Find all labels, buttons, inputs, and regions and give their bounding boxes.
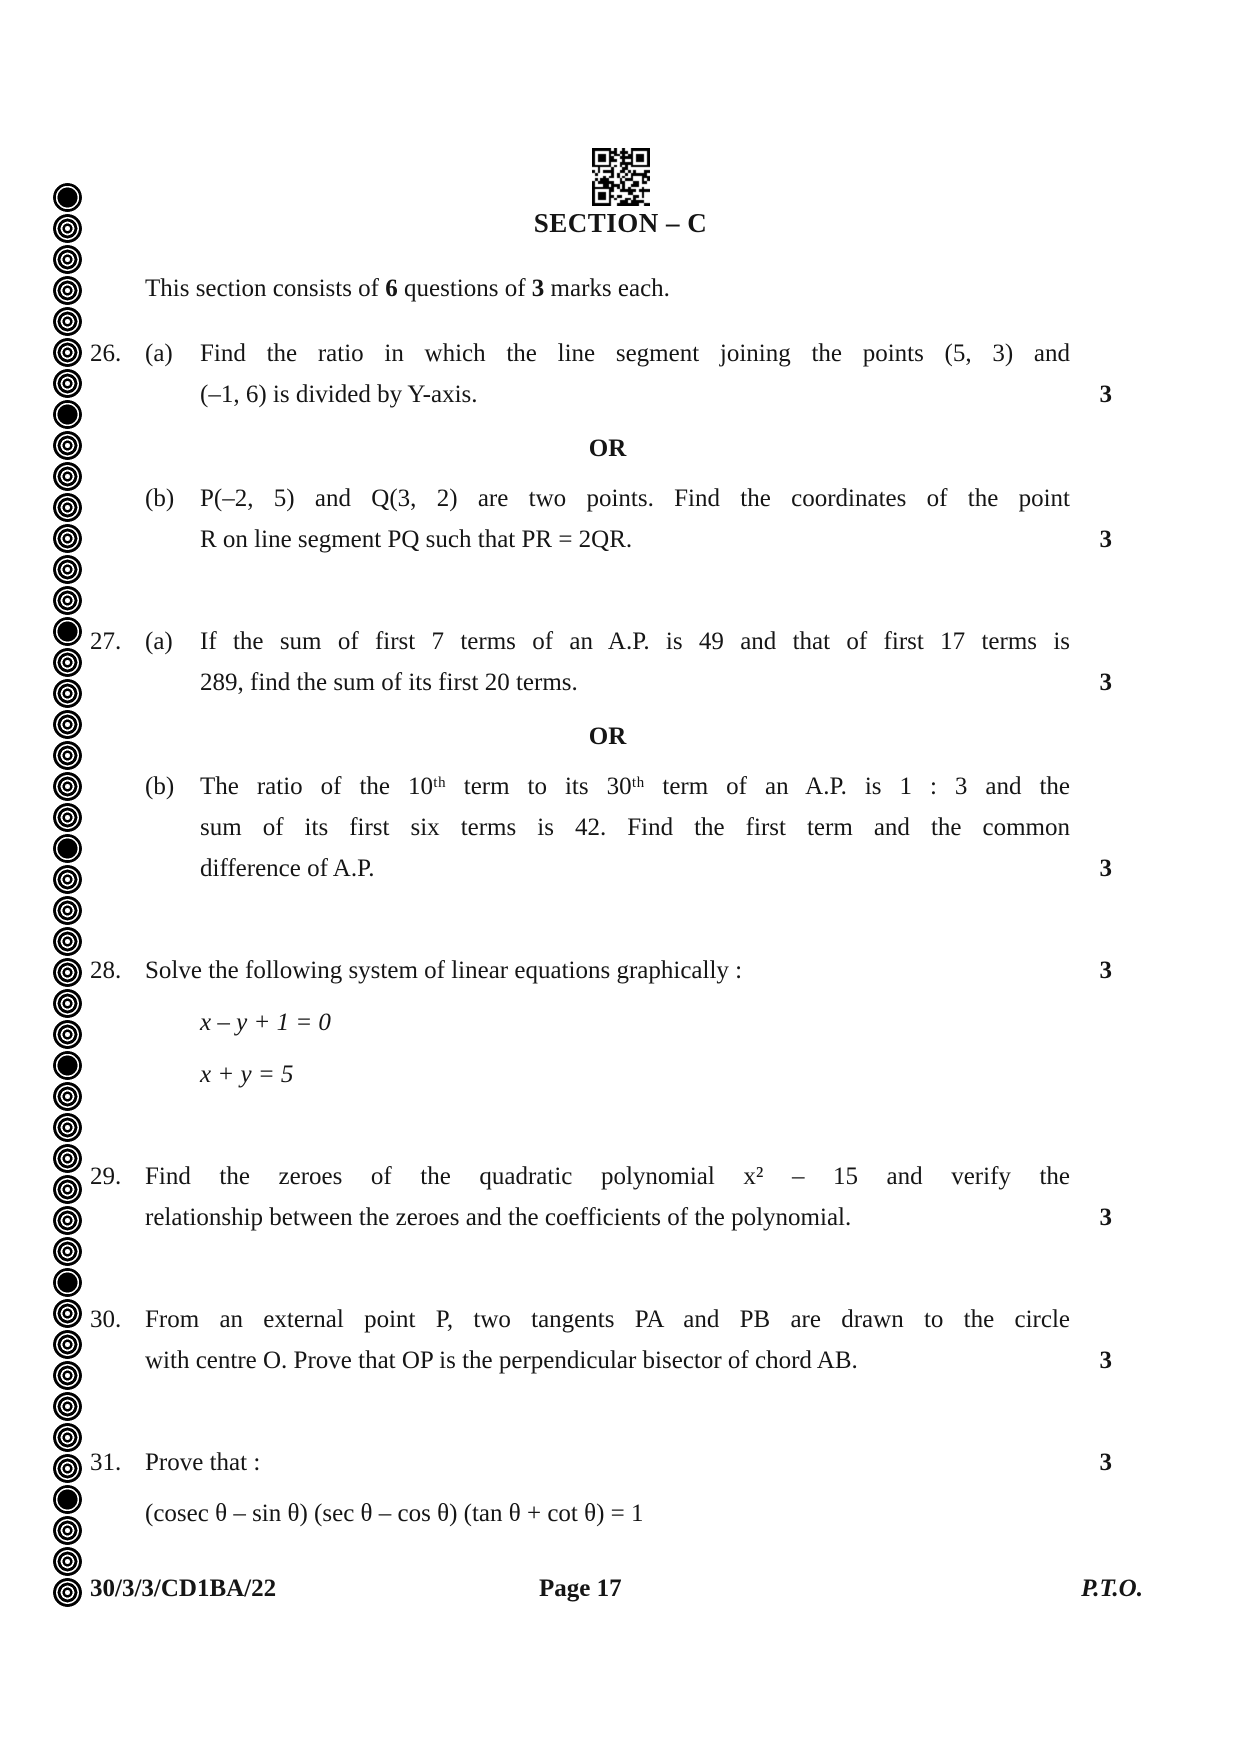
binding-ring-icon xyxy=(53,710,82,739)
binding-ring-icon xyxy=(53,679,82,708)
binding-ring-icon xyxy=(53,617,82,646)
binding-ring-icon xyxy=(53,338,82,367)
question-text-line: The ratio of the 10ᵗʰ term to its 30ᵗʰ term of an A.P. is 1 : 3 and the xyxy=(200,773,1070,800)
binding-ring-icon xyxy=(53,1578,82,1607)
binding-ring-icon xyxy=(53,1206,82,1235)
pto-label: P.T.O. xyxy=(1081,1575,1143,1602)
marks-value: 3 xyxy=(1099,1347,1112,1374)
binding-ring-icon xyxy=(53,1237,82,1266)
question-text-line: Prove that : xyxy=(145,1449,261,1476)
question-26 xyxy=(90,333,1112,560)
question-26-part-a xyxy=(145,333,1112,415)
binding-ring-icon xyxy=(53,1082,82,1111)
equation-line: x + y = 5 xyxy=(200,1061,294,1088)
binding-ring-icon xyxy=(53,803,82,832)
binding-ring-icon xyxy=(53,1361,82,1390)
marks-value: 3 xyxy=(1099,381,1112,408)
question-number: 30. xyxy=(90,1306,122,1333)
question-text-line: P(–2, 5) and Q(3, 2) are two points. Find the coordinates of the point xyxy=(200,485,1070,512)
binding-ring-icon xyxy=(53,462,82,491)
binding-ring-icon xyxy=(53,1144,82,1173)
marks-value: 3 xyxy=(1099,1204,1112,1231)
binding-ring-icon xyxy=(53,276,82,305)
binding-ring-icon xyxy=(53,896,82,925)
or-divider: OR xyxy=(588,435,627,462)
marks-value: 3 xyxy=(1099,957,1112,984)
binding-ring-icon xyxy=(53,183,82,212)
paper-code: 30/3/3/CD1BA/22 xyxy=(90,1575,277,1602)
question-number: 29. xyxy=(90,1163,122,1190)
binding-ring-icon xyxy=(53,1020,82,1049)
binding-ring-icon xyxy=(53,1516,82,1545)
question-text-line: If the sum of first 7 terms of an A.P. is 49 and that of first 17 terms is xyxy=(200,628,1070,655)
marks-value: 3 xyxy=(1099,1449,1112,1476)
binding-ring-icon xyxy=(53,493,82,522)
binding-ring-icon xyxy=(53,431,82,460)
binding-ring-icon xyxy=(53,1268,82,1297)
marks-value: 3 xyxy=(1099,526,1112,553)
question-29 xyxy=(90,1156,1112,1238)
question-27-part-a xyxy=(145,621,1112,703)
intro-marks-count: 3 xyxy=(531,275,545,302)
part-label: (a) xyxy=(145,628,173,655)
binding-ring-icon xyxy=(53,1175,82,1204)
question-number: 31. xyxy=(90,1449,122,1476)
part-label: (a) xyxy=(145,340,173,367)
binding-ring-icon xyxy=(53,958,82,987)
question-text-line: sum of its first six terms is 42. Find the first term and the common xyxy=(200,814,1070,841)
binding-ring-icon xyxy=(53,400,82,429)
intro-text: This section consists of xyxy=(145,275,386,302)
binding-ring-icon xyxy=(53,1547,82,1576)
or-divider: OR xyxy=(588,723,627,750)
page-number: Page 17 xyxy=(539,1575,622,1602)
binding-ring-icon xyxy=(53,1330,82,1359)
intro-text: marks each. xyxy=(544,275,670,302)
binding-ring-icon xyxy=(53,524,82,553)
binding-ring-icon xyxy=(53,1423,82,1452)
question-text-line: 289, find the sum of its first 20 terms. xyxy=(200,669,578,696)
binding-ring-icon xyxy=(53,741,82,770)
question-27-part-b xyxy=(145,766,1112,889)
marks-value: 3 xyxy=(1099,855,1112,882)
intro-text: questions of xyxy=(397,275,532,302)
binding-ring-icon xyxy=(53,772,82,801)
question-26-part-b xyxy=(145,478,1112,560)
binding-ring-icon xyxy=(53,648,82,677)
binding-ring-icon xyxy=(53,989,82,1018)
binding-ring-icon xyxy=(53,1454,82,1483)
question-27 xyxy=(90,621,1112,889)
binding-ring-icon xyxy=(53,586,82,615)
question-text-line: R on line segment PQ such that PR = 2QR. xyxy=(200,526,633,553)
questions-area xyxy=(90,268,1112,1534)
question-text-line: Solve the following system of linear equations graphically : xyxy=(145,957,743,984)
binding-ring-icon xyxy=(53,865,82,894)
question-30 xyxy=(90,1299,1112,1381)
qr-code-icon xyxy=(592,148,650,206)
binding-ring-icon xyxy=(53,1299,82,1328)
binding-ring-icon xyxy=(53,1113,82,1142)
binding-ring-icon xyxy=(53,927,82,956)
spiral-binding xyxy=(53,183,83,1609)
question-number: 27. xyxy=(90,628,122,655)
question-number: 26. xyxy=(90,340,122,367)
binding-ring-icon xyxy=(53,369,82,398)
equation-line: x – y + 1 = 0 xyxy=(200,1009,331,1036)
question-28 xyxy=(90,950,1112,1095)
page-header xyxy=(0,0,1241,240)
formula-line: (cosec θ – sin θ) (sec θ – cos θ) (tan θ + cot θ) = 1 xyxy=(145,1500,644,1527)
question-text-line: relationship between the zeroes and the coefficients of the polynomial. xyxy=(145,1204,852,1231)
question-text-line: From an external point P, two tangents PA and PB are drawn to the circle xyxy=(145,1306,1070,1333)
question-31 xyxy=(90,1442,1112,1534)
binding-ring-icon xyxy=(53,307,82,336)
question-text-line: Find the ratio in which the line segment joining the points (5, 3) and xyxy=(200,340,1070,367)
question-text-line: with centre O. Prove that OP is the perpendicular bisector of chord AB. xyxy=(145,1347,858,1374)
section-title: SECTION – C xyxy=(533,208,708,238)
binding-ring-icon xyxy=(53,245,82,274)
question-text-line: Find the zeroes of the quadratic polynomial x² – 15 and verify the xyxy=(145,1163,1070,1190)
binding-ring-icon xyxy=(53,1392,82,1421)
binding-ring-icon xyxy=(53,834,82,863)
binding-ring-icon xyxy=(53,214,82,243)
question-number: 28. xyxy=(90,957,122,984)
question-text-line: difference of A.P. xyxy=(200,855,375,882)
binding-ring-icon xyxy=(53,1051,82,1080)
question-text-line: (–1, 6) is divided by Y-axis. xyxy=(200,381,478,408)
intro-question-count: 6 xyxy=(385,275,398,302)
part-label: (b) xyxy=(145,773,175,800)
marks-value: 3 xyxy=(1099,669,1112,696)
page-footer xyxy=(90,1568,1143,1609)
binding-ring-icon xyxy=(53,555,82,584)
binding-ring-icon xyxy=(53,1485,82,1514)
section-intro xyxy=(90,268,1112,309)
part-label: (b) xyxy=(145,485,175,512)
